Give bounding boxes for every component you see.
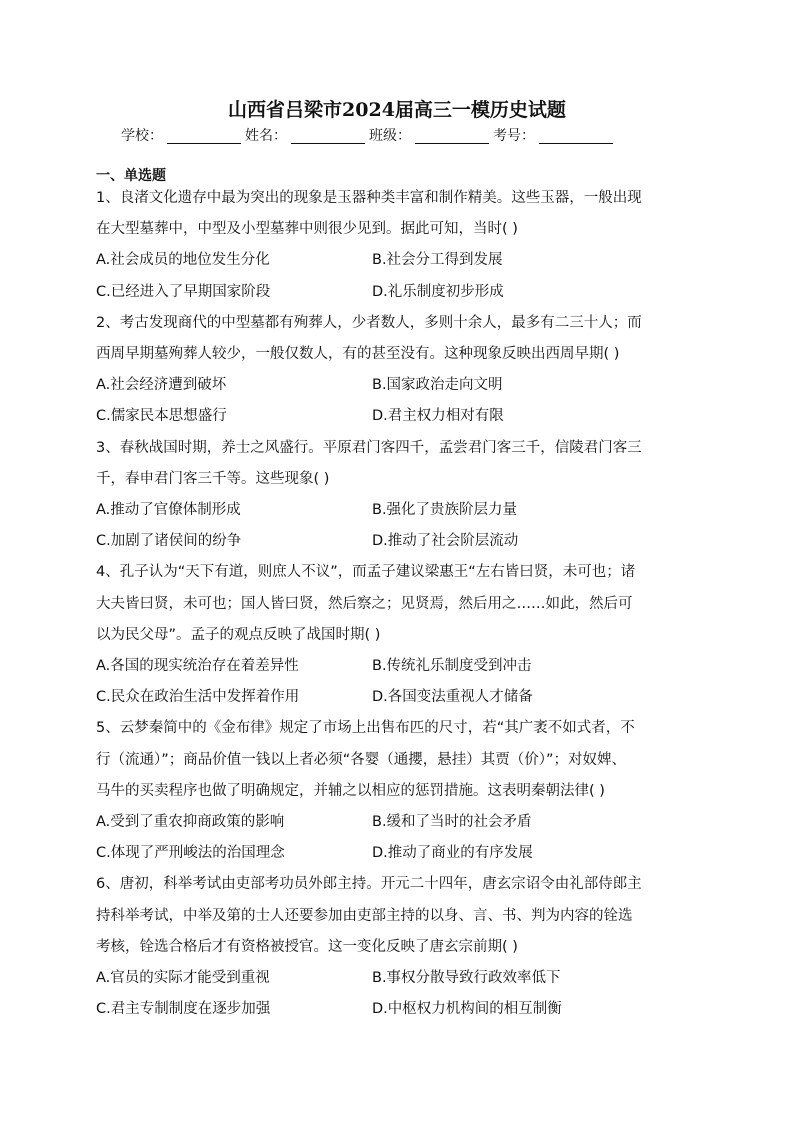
option-d[interactable]: D.中枢权力机构间的相互制衡	[372, 1001, 562, 1018]
option-a[interactable]: A.各国的现实统治存在着差异性	[96, 658, 299, 675]
document-title: 山西省吕梁市2024届高三一模历史试题	[228, 99, 566, 121]
question-stem-line: 以为民父母”。孟子的观点反映了战国时期( )	[96, 626, 381, 643]
question-stem-line: 千，春申君门客三千等。这些现象( )	[96, 470, 330, 487]
question-stem-line: 大夫皆曰贤，未可也；国人皆曰贤，然后察之；见贤焉，然后用之……如此，然后可	[96, 595, 633, 612]
option-d[interactable]: D.礼乐制度初步形成	[372, 283, 504, 300]
option-b[interactable]: B.强化了贵族阶层力量	[372, 502, 518, 519]
question-stem-line: 持科举考试，中举及第的士人还要参加由吏部主持的以身、言、书、判为内容的铨选	[96, 907, 633, 924]
school-label: 学校：	[121, 128, 163, 144]
option-a[interactable]: A.受到了重农抑商政策的影响	[96, 814, 285, 831]
option-a[interactable]: A.社会成员的地位发生分化	[96, 252, 270, 269]
option-d[interactable]: D.推动了商业的有序发展	[372, 845, 533, 862]
option-group	[96, 651, 706, 713]
option-c[interactable]: C.加剧了诸侯间的纷争	[96, 533, 242, 550]
name-blank[interactable]	[291, 128, 365, 144]
option-c[interactable]: C.民众在政治生活中发挥着作用	[96, 689, 300, 706]
question-2	[96, 308, 706, 433]
question-stem-line: 2、考古发现商代的中型墓都有殉葬人，少者数人，多则十余人，最多有二三十人；而	[96, 314, 642, 331]
class-label: 班级：	[369, 128, 411, 144]
option-a[interactable]: A.官员的实际才能受到重视	[96, 970, 270, 987]
option-group	[96, 370, 706, 432]
option-group	[96, 495, 706, 557]
question-stem-line: 4、孔子认为“天下有道，则庶人不议”，而孟子建议梁惠王“左右皆曰贤，未可也；诸	[96, 564, 636, 581]
option-group	[96, 807, 706, 869]
section-heading: 一、单选题	[96, 168, 166, 184]
question-3	[96, 433, 706, 558]
option-c[interactable]: C.已经进入了早期国家阶段	[96, 283, 271, 300]
option-group	[96, 963, 706, 1025]
exam-number-blank[interactable]	[539, 128, 613, 144]
question-stem-line: 考核，铨选合格后才有资格被授官。这一变化反映了唐玄宗前期( )	[96, 938, 518, 955]
option-c[interactable]: C.君主专制制度在逐步加强	[96, 1001, 271, 1018]
option-b[interactable]: B.传统礼乐制度受到冲击	[372, 658, 532, 675]
option-d[interactable]: D.君主权力相对有限	[372, 408, 504, 425]
option-d[interactable]: D.各国变法重视人才储备	[372, 689, 533, 706]
question-stem-line: 6、唐初，科举考试由吏部考功员外郎主持。开元二十四年，唐玄宗诏令由礼部侍郎主	[96, 876, 642, 893]
option-b[interactable]: B.缓和了当时的社会矛盾	[372, 814, 532, 831]
option-group	[96, 245, 706, 307]
question-stem-line: 马牛的买卖程序也做了明确规定，并辅之以相应的惩罚措施。这表明秦朝法律( )	[96, 782, 605, 799]
question-stem-line: 在大型墓葬中，中型及小型墓葬中则很少见到。据此可知，当时( )	[96, 221, 518, 238]
exam-number-label: 考号：	[493, 128, 535, 144]
option-d[interactable]: D.推动了社会阶层流动	[372, 533, 519, 550]
question-stem-line: 5、云梦秦简中的《金布律》规定了市场上出售布匹的尺寸，若“其广袤不如式者，不	[96, 720, 635, 737]
question-1	[96, 183, 706, 308]
question-4	[96, 557, 706, 713]
question-stem-line: 行（流通）”；商品价值一钱以上者必须“各婴（通攖，悬挂）其贾（价）”；对奴婢、	[96, 751, 627, 768]
question-stem-line: 1、良渚文化遗存中最为突出的现象是玉器种类丰富和制作精美。这些玉器，一般出现	[96, 190, 642, 206]
question-stem-line: 西周早期墓殉葬人较少，一般仅数人，有的甚至没有。这种现象反映出西周早期( )	[96, 346, 620, 363]
option-b[interactable]: B.社会分工得到发展	[372, 252, 503, 269]
option-b[interactable]: B.事权分散导致行政效率低下	[372, 970, 561, 987]
school-blank[interactable]	[167, 128, 241, 144]
question-6	[96, 869, 706, 1025]
name-label: 姓名：	[245, 128, 287, 144]
student-info-line	[121, 126, 617, 146]
option-c[interactable]: C.体现了严刑峻法的治国理念	[96, 845, 285, 862]
question-stem-line: 3、春秋战国时期，养士之风盛行。平原君门客四千，孟尝君门客三千，信陵君门客三	[96, 439, 642, 456]
option-a[interactable]: A.推动了官僚体制形成	[96, 502, 241, 519]
option-a[interactable]: A.社会经济遭到破坏	[96, 377, 227, 394]
question-5	[96, 713, 706, 869]
option-c[interactable]: C.儒家民本思想盛行	[96, 408, 227, 425]
option-b[interactable]: B.国家政治走向文明	[372, 377, 503, 394]
class-blank[interactable]	[415, 128, 489, 144]
question-list	[96, 183, 706, 1025]
